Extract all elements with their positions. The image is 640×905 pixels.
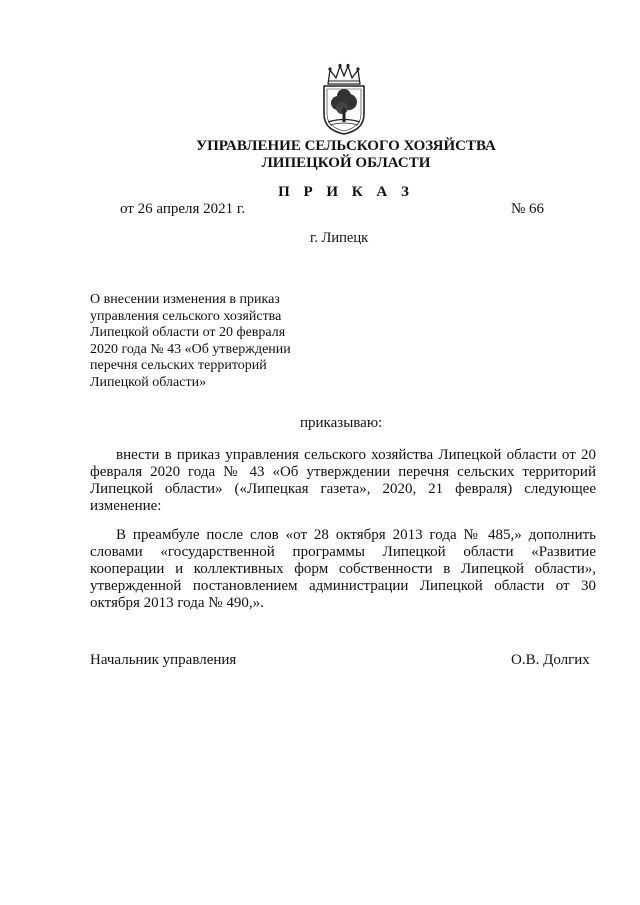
organization-header — [0, 138, 640, 172]
signer-title: Начальник управления — [90, 652, 237, 668]
subject-line: О внесении изменения в приказ — [90, 292, 280, 307]
subject-line: перечня сельских территорий — [90, 358, 267, 373]
document-type: П Р И К А З — [278, 184, 414, 200]
subject-line: Липецкой области от 20 февраля — [90, 325, 286, 340]
coat-of-arms-icon — [318, 62, 370, 136]
document-city: г. Липецк — [310, 230, 369, 246]
organization-name-line2: ЛИПЕЦКОЙ ОБЛАСТИ — [261, 155, 431, 171]
document-number: № 66 — [511, 201, 545, 217]
organization-name-line1: УПРАВЛЕНИЕ СЕЛЬСКОГО ХОЗЯЙСТВА — [196, 138, 496, 154]
document-date: от 26 апреля 2021 г. — [120, 201, 246, 217]
document-subject — [90, 292, 330, 391]
decree-word: приказываю: — [300, 415, 383, 431]
signer-name: О.В. Долгих — [511, 652, 590, 668]
body-paragraph-1: внести в приказ управления сельского хозяйства Липецкой области от 20 февраля 2020 года № 43 «Об утверждении перечня сельских территорий Липецкой области» («Липецкая газета», 2020, 21 февраля) следующее изменение: — [90, 447, 596, 514]
subject-line: 2020 года № 43 «Об утверждении — [90, 341, 291, 357]
subject-line: управления сельского хозяйства — [90, 308, 282, 324]
subject-line: Липецкой области» — [90, 374, 207, 390]
body-paragraph-2: В преамбуле после слов «от 28 октября 2013 года № 485,» дополнить словами «государственной программы Липецкой области «Развитие кооперации и коллективных форм собственности в Липецкой области», утвержденной постановлением администрации Липецкой области от 30 октября 2013 года № 490,». — [90, 527, 596, 611]
